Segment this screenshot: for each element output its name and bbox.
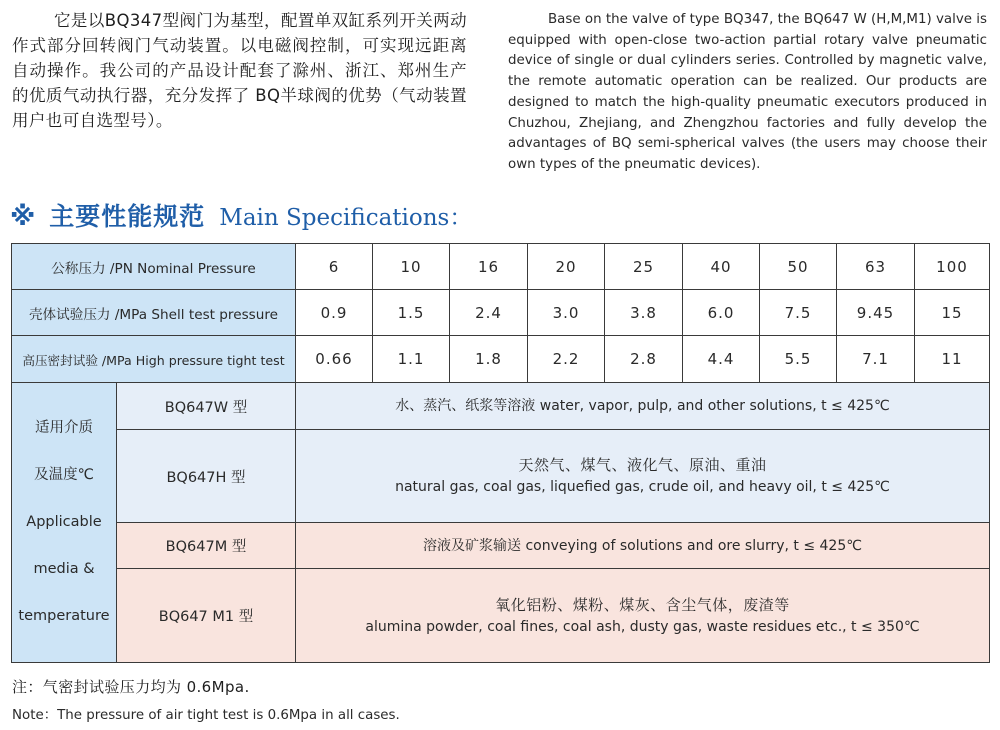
table-cell: 40 bbox=[683, 244, 760, 290]
note-english: Note：The pressure of air tight test is 0.6Mpa in all cases. bbox=[12, 708, 400, 723]
intro-chinese bbox=[12, 8, 467, 133]
model-cell: BQ647 M1 型 bbox=[117, 569, 296, 663]
table-cell: 63 bbox=[837, 244, 915, 290]
table-cell: 3.0 bbox=[528, 290, 605, 336]
table-cell: 0.66 bbox=[296, 336, 373, 383]
heading-chinese: 主要性能规范 bbox=[49, 202, 206, 231]
table-cell: 10 bbox=[373, 244, 450, 290]
media-description bbox=[296, 430, 990, 523]
media-header-line: temperature bbox=[18, 608, 110, 624]
reference-mark: ※ bbox=[10, 202, 36, 232]
note-chinese: 注：气密封试验压力均为 0.6Mpa. bbox=[12, 678, 250, 696]
table-cell: 11 bbox=[915, 336, 990, 383]
media-header-line: 适用介质 bbox=[35, 420, 93, 436]
media-description-en: 溶液及矿浆输送 conveying of solutions and ore slurry, t ≤ 425℃ bbox=[423, 537, 862, 554]
media-description-cn: 天然气、煤气、液化气、原油、重油 bbox=[518, 456, 767, 474]
table-row-media-m bbox=[12, 523, 990, 569]
table-cell: 1.8 bbox=[450, 336, 528, 383]
model-cell: BQ647W 型 bbox=[117, 383, 296, 430]
table-cell: 3.8 bbox=[605, 290, 683, 336]
media-description bbox=[296, 569, 990, 663]
table-cell: 2.2 bbox=[528, 336, 605, 383]
row-label: 公称压力 /PN Nominal Pressure bbox=[12, 244, 296, 290]
row-label: 壳体试验压力 /MPa Shell test pressure bbox=[12, 290, 296, 336]
media-description-cn: 氧化铝粉、煤粉、煤灰、含尘气体，废渣等 bbox=[495, 595, 790, 614]
table-cell: 5.5 bbox=[760, 336, 837, 383]
media-description bbox=[296, 523, 990, 569]
table-cell: 0.9 bbox=[296, 290, 373, 336]
section-heading bbox=[10, 197, 472, 231]
intro-english bbox=[508, 10, 987, 176]
media-header-line: media & bbox=[33, 561, 95, 577]
row-label: 高压密封试验 /MPa High pressure tight test bbox=[12, 336, 296, 383]
intro-chinese-text: 它是以BQ347型阀门为基型，配置单双缸系列开关两动作式部分回转阀门气动装置。以电磁阀控制，可实现远距离自动操作。我公司的产品设计配套了滁州、浙江、郑州生产的优质气动执行器，充分发挥了 BQ半球阀的优势（气动装置用户也可自选型号）。 bbox=[12, 11, 467, 130]
table-row-nominal-pressure bbox=[12, 244, 990, 290]
table-cell: 1.5 bbox=[373, 290, 450, 336]
table-cell: 2.8 bbox=[605, 336, 683, 383]
media-description-en: 水、蒸汽、纸浆等溶液 water, vapor, pulp, and other solutions, t ≤ 425℃ bbox=[395, 398, 890, 414]
table-cell: 1.1 bbox=[373, 336, 450, 383]
table-cell: 2.4 bbox=[450, 290, 528, 336]
model-cell: BQ647H 型 bbox=[117, 430, 296, 523]
table-row-media-h bbox=[12, 430, 990, 523]
media-header-cell bbox=[12, 383, 117, 663]
table-cell: 4.4 bbox=[683, 336, 760, 383]
media-header-line: 及温度℃ bbox=[34, 467, 94, 483]
heading-english: Main Specifications： bbox=[219, 205, 473, 231]
media-description bbox=[296, 383, 990, 430]
table-row-media-w bbox=[12, 383, 990, 430]
intro-english-text: Base on the valve of type BQ347, the BQ647 W (H,M,M1) valve is equipped with open-close two-action partial rotary valve pneumatic device of single or dual cylinders series. Controlled by magnetic valve, the remote automatic operation can be realized. Our products are designed to match the high-quality pneumatic executors produced in Chuzhou, Zhejiang, and Zhengzhou factories and fully develop the advantages of BQ semi-spherical valves (the users may choose their own types of the pneumatic devices). bbox=[508, 12, 987, 172]
table-cell: 7.5 bbox=[760, 290, 837, 336]
table-cell: 50 bbox=[760, 244, 837, 290]
media-header-line: Applicable bbox=[26, 514, 102, 530]
model-cell: BQ647M 型 bbox=[117, 523, 296, 569]
table-cell: 9.45 bbox=[837, 290, 915, 336]
table-cell: 100 bbox=[915, 244, 990, 290]
table-cell: 6.0 bbox=[683, 290, 760, 336]
table-row-high-pressure-tight bbox=[12, 336, 990, 383]
table-cell: 15 bbox=[915, 290, 990, 336]
specifications-table bbox=[11, 243, 990, 663]
table-cell: 16 bbox=[450, 244, 528, 290]
media-description-en: natural gas, coal gas, liquefied gas, crude oil, and heavy oil, t ≤ 425℃ bbox=[395, 479, 890, 495]
table-cell: 6 bbox=[296, 244, 373, 290]
table-cell: 7.1 bbox=[837, 336, 915, 383]
table-cell: 20 bbox=[528, 244, 605, 290]
table-row-shell-test bbox=[12, 290, 990, 336]
media-description-en: alumina powder, coal fines, coal ash, dusty gas, waste residues etc., t ≤ 350℃ bbox=[365, 618, 920, 635]
table-row-media-m1 bbox=[12, 569, 990, 663]
table-cell: 25 bbox=[605, 244, 683, 290]
